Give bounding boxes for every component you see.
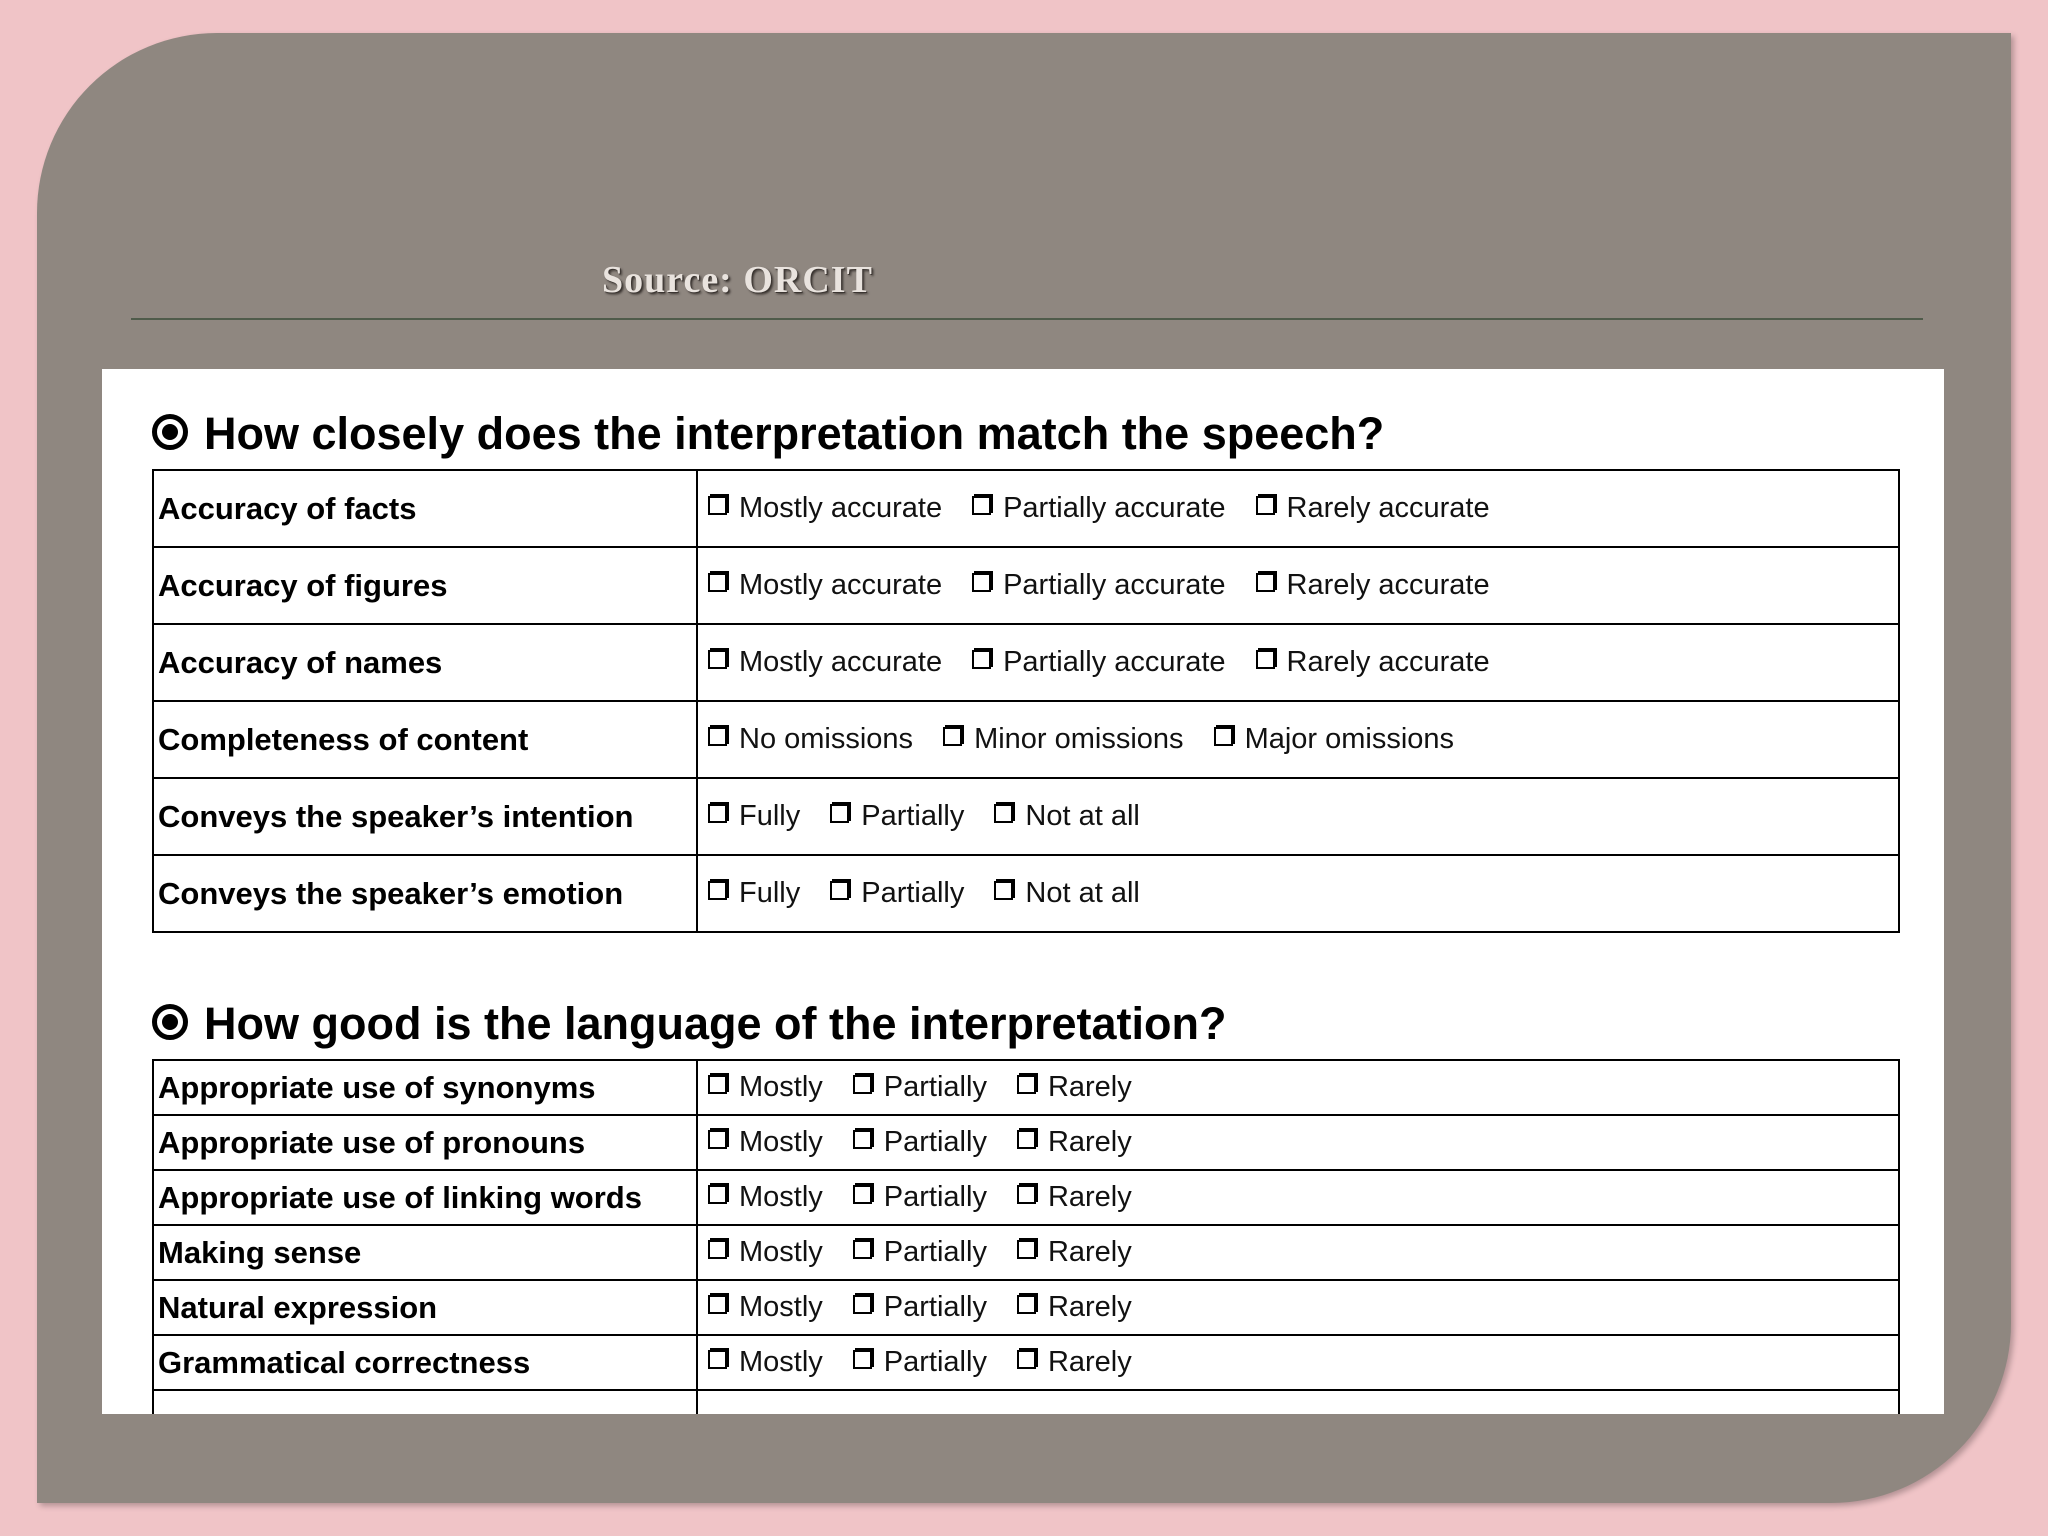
option-checkbox[interactable]: [1011, 1346, 1132, 1379]
options-cell: [697, 1335, 1899, 1390]
options-cell: [697, 855, 1899, 932]
option-label: Partially accurate: [1003, 645, 1226, 678]
option-label: Rarely: [1047, 1070, 1132, 1103]
checkbox-icon[interactable]: [943, 727, 962, 746]
option-label: Not at all: [1025, 876, 1140, 909]
checkbox-icon[interactable]: [853, 1130, 872, 1149]
options-cell: [697, 778, 1899, 855]
option-label: Fully: [739, 876, 801, 909]
option-checkbox[interactable]: [702, 723, 913, 756]
table-row: [153, 778, 1899, 855]
option-checkbox[interactable]: [1011, 1071, 1132, 1104]
option-checkbox[interactable]: [702, 800, 800, 833]
option-label: Partially accurate: [1003, 568, 1226, 601]
checkbox-icon[interactable]: [708, 804, 727, 823]
criterion-label: Completeness of content: [153, 701, 697, 778]
options-cell: [697, 701, 1899, 778]
checkbox-icon[interactable]: [1017, 1295, 1036, 1314]
checkbox-icon[interactable]: [972, 650, 991, 669]
checkbox-icon[interactable]: [708, 881, 727, 900]
checkbox-icon[interactable]: [994, 804, 1013, 823]
checkbox-icon[interactable]: [972, 573, 991, 592]
criterion-label: Conveys the speaker’s intention: [153, 778, 697, 855]
criterion-label: Making sense: [153, 1225, 697, 1280]
option-label: Partially: [861, 876, 965, 909]
table-row: [153, 701, 1899, 778]
radio-bullet-icon: [152, 1004, 188, 1040]
option-label: Fully: [739, 799, 801, 832]
table-row: [153, 855, 1899, 932]
option-label: Minor omissions: [974, 722, 1184, 755]
option-checkbox[interactable]: [702, 877, 800, 910]
table-row: [153, 1060, 1899, 1115]
option-checkbox[interactable]: [824, 800, 964, 833]
option-label: Rarely accurate: [1286, 491, 1490, 524]
option-label: Rarely: [1047, 1290, 1132, 1323]
option-label: Rarely accurate: [1286, 645, 1490, 678]
options-cell: [697, 1115, 1899, 1170]
checkbox-icon[interactable]: [1256, 496, 1275, 515]
option-label: Rarely: [1047, 1345, 1132, 1378]
option-label: Rarely: [1047, 1125, 1132, 1158]
form-image: [102, 369, 1944, 1414]
option-label: Mostly: [739, 1345, 823, 1378]
option-checkbox[interactable]: [702, 1291, 823, 1324]
section-heading-text: How good is the language of the interpretation?: [204, 998, 1227, 1049]
checkbox-icon[interactable]: [830, 804, 849, 823]
option-checkbox[interactable]: [702, 1346, 823, 1379]
match-criteria-table: [152, 469, 1900, 933]
option-label: Rarely accurate: [1286, 568, 1490, 601]
option-checkbox[interactable]: [1208, 723, 1455, 756]
option-checkbox[interactable]: [966, 492, 1225, 525]
criterion-label: Accuracy of facts: [153, 470, 697, 547]
checkbox-icon[interactable]: [708, 1295, 727, 1314]
option-label: Mostly accurate: [739, 491, 943, 524]
options-cell: [697, 470, 1899, 547]
checkbox-icon[interactable]: [853, 1240, 872, 1259]
options-cell: [697, 547, 1899, 624]
checkbox-icon[interactable]: [708, 573, 727, 592]
option-checkbox[interactable]: [937, 723, 1184, 756]
option-label: Partially: [861, 799, 965, 832]
criterion-label: Natural expression: [153, 1280, 697, 1335]
radio-bullet-icon: [152, 414, 188, 450]
table-row: [153, 1280, 1899, 1335]
option-checkbox[interactable]: [1011, 1181, 1132, 1214]
checkbox-icon[interactable]: [853, 1295, 872, 1314]
option-label: Partially: [883, 1070, 987, 1103]
option-label: Mostly: [739, 1070, 823, 1103]
table-row: [153, 547, 1899, 624]
checkbox-icon[interactable]: [853, 1075, 872, 1094]
criterion-label: Appropriate use of linking words: [153, 1170, 697, 1225]
checkbox-icon[interactable]: [853, 1185, 872, 1204]
checkbox-icon[interactable]: [1017, 1130, 1036, 1149]
option-checkbox[interactable]: [966, 646, 1225, 679]
option-label: Partially: [883, 1345, 987, 1378]
option-label: Partially: [883, 1290, 987, 1323]
option-label: Partially accurate: [1003, 491, 1226, 524]
option-label: Mostly accurate: [739, 645, 943, 678]
option-checkbox[interactable]: [1250, 569, 1490, 602]
option-label: Partially: [883, 1125, 987, 1158]
option-checkbox[interactable]: [966, 569, 1225, 602]
checkbox-icon[interactable]: [1214, 727, 1233, 746]
language-criteria-table: [152, 1059, 1900, 1414]
options-cell: [697, 624, 1899, 701]
option-checkbox[interactable]: [988, 877, 1139, 910]
options-cell: [697, 1170, 1899, 1225]
section-heading-language: [152, 998, 1227, 1049]
checkbox-icon[interactable]: [708, 1075, 727, 1094]
option-checkbox[interactable]: [847, 1346, 987, 1379]
checkbox-icon[interactable]: [853, 1350, 872, 1369]
option-checkbox[interactable]: [847, 1126, 987, 1159]
section-heading-text: How closely does the interpretation match the speech?: [204, 408, 1385, 459]
checkbox-icon[interactable]: [708, 1240, 727, 1259]
option-label: Mostly: [739, 1180, 823, 1213]
checkbox-icon[interactable]: [708, 727, 727, 746]
checkbox-icon[interactable]: [708, 1185, 727, 1204]
empty-cell: [697, 1390, 1899, 1414]
criterion-label: Accuracy of names: [153, 624, 697, 701]
option-label: Mostly: [739, 1235, 823, 1268]
table-row: [153, 470, 1899, 547]
option-label: No omissions: [739, 722, 914, 755]
slide: [37, 33, 2011, 1503]
criterion-label: Grammatical correctness: [153, 1335, 697, 1390]
option-checkbox[interactable]: [702, 1181, 823, 1214]
criterion-label: Appropriate use of synonyms: [153, 1060, 697, 1115]
option-checkbox[interactable]: [988, 800, 1139, 833]
options-cell: [697, 1280, 1899, 1335]
checkbox-icon[interactable]: [708, 1350, 727, 1369]
criterion-label: Accuracy of figures: [153, 547, 697, 624]
option-checkbox[interactable]: [847, 1071, 987, 1104]
option-checkbox[interactable]: [702, 492, 942, 525]
option-checkbox[interactable]: [1250, 646, 1490, 679]
option-checkbox[interactable]: [847, 1291, 987, 1324]
option-checkbox[interactable]: [702, 1071, 823, 1104]
table-row: [153, 1225, 1899, 1280]
options-cell: [697, 1060, 1899, 1115]
option-label: Not at all: [1025, 799, 1140, 832]
option-checkbox[interactable]: [1250, 492, 1490, 525]
checkbox-icon[interactable]: [1256, 650, 1275, 669]
empty-cell: [153, 1390, 697, 1414]
option-checkbox[interactable]: [702, 1236, 823, 1269]
checkbox-icon[interactable]: [1017, 1185, 1036, 1204]
checkbox-icon[interactable]: [972, 496, 991, 515]
criterion-label: Appropriate use of pronouns: [153, 1115, 697, 1170]
table-row: [153, 1335, 1899, 1390]
option-checkbox[interactable]: [1011, 1126, 1132, 1159]
option-label: Mostly accurate: [739, 568, 943, 601]
option-checkbox[interactable]: [702, 646, 942, 679]
section-heading-match: [152, 408, 1385, 459]
option-label: Rarely: [1047, 1180, 1132, 1213]
option-label: Rarely: [1047, 1235, 1132, 1268]
criterion-label: Conveys the speaker’s emotion: [153, 855, 697, 932]
option-label: Mostly: [739, 1290, 823, 1323]
option-checkbox[interactable]: [1011, 1236, 1132, 1269]
checkbox-icon[interactable]: [1017, 1075, 1036, 1094]
option-label: Partially: [883, 1180, 987, 1213]
checkbox-icon[interactable]: [708, 496, 727, 515]
option-checkbox[interactable]: [1011, 1291, 1132, 1324]
table-row-cut-off: [153, 1390, 1899, 1414]
option-checkbox[interactable]: [847, 1236, 987, 1269]
option-label: Partially: [883, 1235, 987, 1268]
option-label: Major omissions: [1244, 722, 1455, 755]
table-row: [153, 1170, 1899, 1225]
checkbox-icon[interactable]: [994, 881, 1013, 900]
title-divider: [131, 318, 1923, 320]
checkbox-icon[interactable]: [1017, 1350, 1036, 1369]
checkbox-icon[interactable]: [1256, 573, 1275, 592]
option-checkbox[interactable]: [702, 569, 942, 602]
option-checkbox[interactable]: [824, 877, 964, 910]
table-row: [153, 1115, 1899, 1170]
slide-title: Source: ORCIT: [602, 259, 873, 301]
checkbox-icon[interactable]: [1017, 1240, 1036, 1259]
option-checkbox[interactable]: [702, 1126, 823, 1159]
option-label: Mostly: [739, 1125, 823, 1158]
checkbox-icon[interactable]: [708, 1130, 727, 1149]
table-row: [153, 624, 1899, 701]
option-checkbox[interactable]: [847, 1181, 987, 1214]
checkbox-icon[interactable]: [708, 650, 727, 669]
checkbox-icon[interactable]: [830, 881, 849, 900]
options-cell: [697, 1225, 1899, 1280]
